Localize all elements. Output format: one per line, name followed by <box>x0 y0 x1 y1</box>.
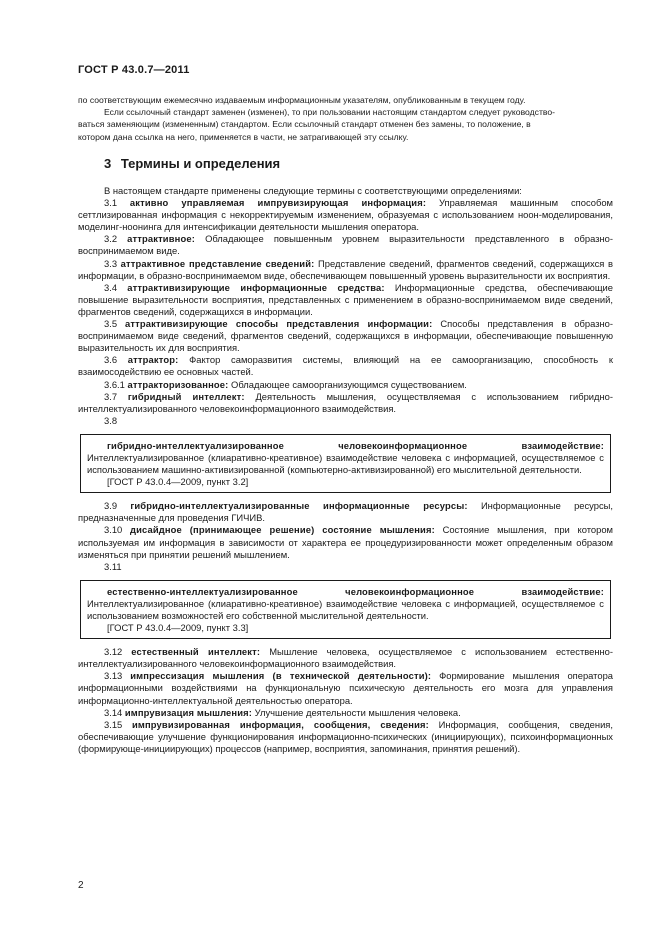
term-entry <box>78 707 613 719</box>
term-definition: Представление сведений, фрагментов сведений, содержащихся в информации, в образно-воспринимаемом виде, обеспечивающем повышенный уровень выразительности их восприятия. <box>78 257 613 281</box>
term-definition: Обладающее самоорганизующимся существованием. <box>231 378 467 390</box>
standard-identifier: ГОСТ Р 43.0.7—2011 <box>78 64 190 76</box>
term-definition: Интеллектуализированное (клиаративно-креативное) взаимодействие человека с информацией, осуществляемое с использованием возможностей его собственной мыслительной деятельности. <box>87 597 604 621</box>
term-entry <box>78 197 613 233</box>
term-definition: Управляемая машинным способом сеттлизированная информация с некорректируемым изменением, образуемая с использованием ноон-моделирования, моделинг-ноонинга для интенсификации деятельности мышления оператора. <box>78 197 613 233</box>
term-entry <box>78 318 613 354</box>
term-definition: Улучшение деятельности мышления человека. <box>254 706 461 718</box>
term-entry <box>87 440 604 476</box>
term-name: аттрактивное: <box>127 233 195 245</box>
term-number: 3.5 <box>104 318 118 330</box>
intro-line: Если ссылочный стандарт заменен (изменен), то при пользовании настоящим стандартом следует руководство- <box>104 107 555 118</box>
quoted-term-box <box>80 434 611 493</box>
term-name: импрувизация мышления: <box>124 706 253 718</box>
term-name: аттрактор: <box>127 354 179 366</box>
term-name: импрессизация мышления (в технической деятельности): <box>130 670 432 682</box>
term-entry <box>78 500 613 524</box>
page-number: 2 <box>78 880 84 891</box>
term-entry <box>78 670 613 706</box>
terms-body <box>78 185 613 755</box>
term-name: аттрактивизирующие информационные средства: <box>127 281 385 293</box>
term-name: гибридно-интеллектуализированные информационные ресурсы: <box>130 500 468 512</box>
intro-line: по соответствующим ежемесячно издаваемым информационным указателям, опубликованным в текущем году. <box>78 95 526 105</box>
lead-paragraph: В настоящем стандарте применены следующие термины с соответствующими определениями: <box>104 185 522 196</box>
term-number: 3.15 <box>104 718 123 730</box>
term-name: естественно-интеллектуализированное человекоинформационное взаимодействие: <box>107 585 604 597</box>
term-entry <box>78 391 613 415</box>
term-entry <box>78 379 613 391</box>
term-entry <box>87 586 604 622</box>
term-name: активно управляемая импрувизирующая информация: <box>129 197 427 209</box>
term-number: 3.9 <box>104 500 118 512</box>
term-number: 3.1 <box>104 197 118 209</box>
intro-paragraph <box>78 94 613 143</box>
term-number: 3.12 <box>104 646 123 658</box>
term-name: импрувизированная информация, сообщения, сведения: <box>131 718 429 730</box>
term-reference: [ГОСТ Р 43.0.4—2009, пункт 3.2] <box>107 476 249 488</box>
term-definition: Формирование мышления оператора информационными воздействиями на функциональную психическую деятельность его мозга для управления информационно-интеллектуальной деятельностью оператора. <box>78 670 614 706</box>
intro-line: ваться заменяющим (измененным) стандартом. Если ссылочный стандарт отменен без замены, то положение, в <box>78 119 531 130</box>
term-name: гибридно-интеллектуализированное человекоинформационное взаимодействие: <box>107 439 604 451</box>
section-number: 3 <box>104 156 112 171</box>
term-entry <box>78 719 613 755</box>
term-number: 3.6 <box>104 354 118 366</box>
term-name: естественный интеллект: <box>131 646 261 658</box>
term-number: 3.3 <box>104 257 118 269</box>
term-number-line: 3.8 <box>104 414 118 426</box>
term-name: гибридный интеллект: <box>127 390 245 402</box>
term-definition: Информационные средства, обеспечивающие повышение выразительности восприятия, представленных с применением в образно-воспринимаемом виде сведений, фрагментов сведений, содержащихся в информации. <box>78 281 614 317</box>
term-number-line: 3.11 <box>104 560 122 572</box>
quoted-term-box <box>80 580 611 639</box>
term-definition: Мышление человека, осуществляемое с использованием естественно-интеллектуализированного человекоинформационного взаимодействия. <box>78 646 614 670</box>
term-entry <box>78 646 613 670</box>
term-number: 3.2 <box>104 233 118 245</box>
term-number: 3.6.1 <box>104 378 125 390</box>
term-definition: Состояние мышления, при котором используемая им информация в зависимости от характера ее процедуризированности может определенным образом изменяться при принятии решений мышлением. <box>78 524 613 560</box>
term-entry <box>78 233 613 257</box>
term-name: аттрактивизирующие способы представления информации: <box>125 318 433 330</box>
term-number: 3.4 <box>104 281 118 293</box>
intro-line: котором дана ссылка на него, применяется в части, не затрагивающей эту ссылку. <box>78 131 409 142</box>
term-number: 3.14 <box>104 706 123 718</box>
term-definition: Фактор саморазвития системы, влияющий на ее самоорганизацию, способность к взаимосодействию ее основных частей. <box>78 354 613 378</box>
term-definition: Обладающее повышенным уровнем выразительности представленного в образно-воспринимаемом виде. <box>78 233 614 257</box>
term-number: 3.10 <box>104 524 123 536</box>
term-entry <box>78 282 613 318</box>
term-name: дисайдное (принимающее решение) состояние мышления: <box>129 524 435 536</box>
term-definition: Информация, сообщения, сведения, обеспечивающие улучшение функционирования информационно-психических (инициирующих), психоинформационных (формирующе-инициирующих) процессов (например, восприятия, запоминания, принятия решений). <box>78 718 613 754</box>
term-entry <box>78 258 613 282</box>
section-title: Термины и определения <box>120 156 281 171</box>
term-definition: Информационные ресурсы, предназначенные для проведения ГИЧИВ. <box>78 500 614 524</box>
term-number: 3.7 <box>104 390 118 402</box>
term-definition: Интеллектуализированное (клиаративно-креативное) взаимодействие человека с информацией, осуществляемое с использованием машинно-активизированной (компьютерно-активизированной) его мыслительной деятельности. <box>87 451 604 476</box>
term-definition: Деятельность мышления, осуществляемая с использованием гибридно-интеллектуализированного человекоинформационного взаимодействия. <box>78 390 614 414</box>
section-heading <box>104 156 280 171</box>
term-entry <box>78 524 613 560</box>
term-definition: Способы представления в образно-воспринимаемом виде сведений, фрагментов сведений, содержащихся в информации, обеспечивающие повышенную выразительность их для восприятия. <box>78 318 614 354</box>
term-entry <box>78 354 613 378</box>
term-name: аттракторизованное: <box>127 378 229 390</box>
term-reference: [ГОСТ Р 43.0.4—2009, пункт 3.3] <box>107 622 249 634</box>
term-name: аттрактивное представление сведений: <box>120 257 315 269</box>
term-number: 3.13 <box>104 670 123 682</box>
